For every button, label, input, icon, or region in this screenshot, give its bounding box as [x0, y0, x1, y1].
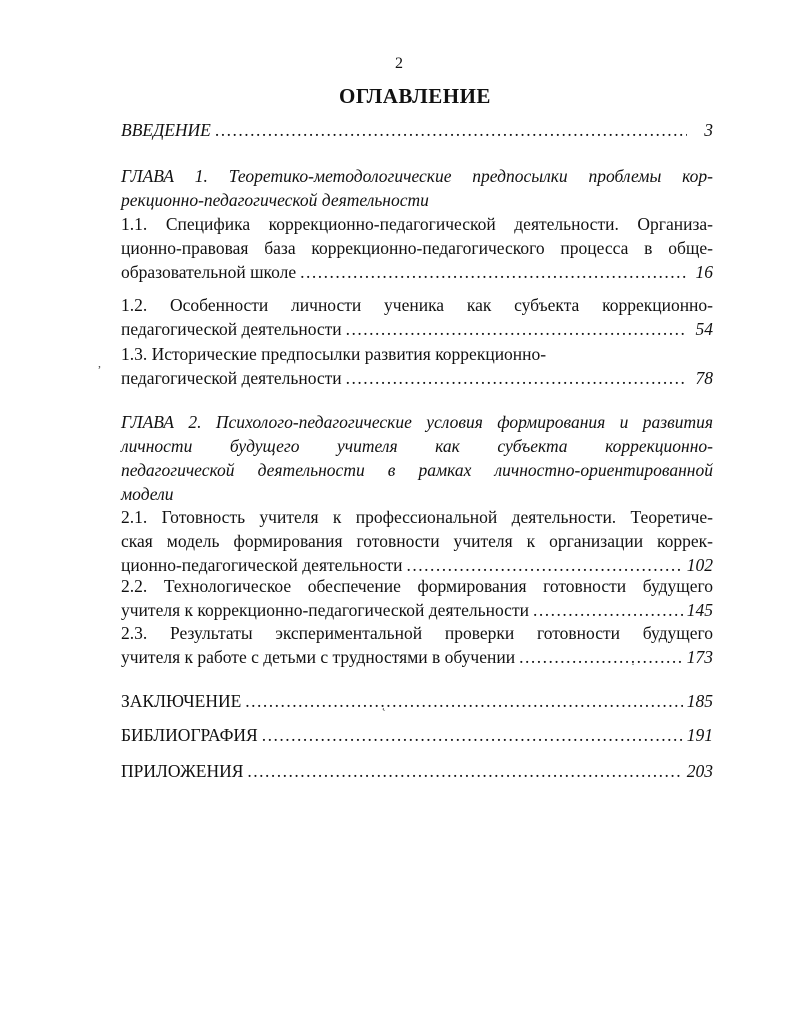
chapter-2-line-3: педагогической деятельности в рамках личностно-ориентированной	[121, 460, 713, 480]
leader-dots	[533, 598, 683, 622]
chapter-2-heading	[121, 410, 713, 506]
scan-speck: ˛	[382, 697, 386, 711]
page-title: ОГЛАВЛЕНИЕ	[339, 84, 491, 108]
toc-entry-label: ПРИЛОЖЕНИЯ	[121, 761, 244, 781]
toc-page-number: 78	[695, 368, 713, 388]
toc-page-number: 191	[686, 725, 713, 745]
toc-entry-2-3[interactable]	[121, 621, 713, 669]
toc-entry-line: учителя к коррекционно-педагогической деятельности	[121, 600, 529, 620]
toc-entry-line: образовательной школе	[121, 262, 297, 282]
toc-entry-label: ЗАКЛЮЧЕНИЕ	[121, 691, 242, 711]
toc-page-number: 16	[695, 262, 713, 282]
chapter-1-line-1: ГЛАВА 1. Теоретико-методологические предпосылки проблемы кор-	[121, 166, 713, 186]
toc-entry-line: 1.3. Исторические предпосылки развития коррекционно-	[121, 344, 547, 364]
chapter-2-line-2: личности будущего учителя как субъекта коррекционно-	[121, 436, 713, 456]
toc-page-number: 102	[686, 555, 713, 575]
toc-page-number: 173	[686, 647, 713, 667]
leader-dots	[247, 759, 682, 783]
leader-dots	[262, 723, 683, 747]
toc-entry-2-1[interactable]	[121, 505, 713, 577]
toc-entry-1-3[interactable]	[121, 342, 713, 390]
toc-entry-appendices[interactable]	[121, 759, 713, 783]
leader-dots	[245, 689, 682, 713]
toc-entry-line: 2.2. Технологическое обеспечение формирования готовности будущего	[121, 576, 713, 596]
leader-dots	[215, 118, 687, 142]
toc-page-number: 54	[695, 319, 713, 339]
chapter-2-line-4: модели	[121, 484, 174, 504]
toc-entry-line: 2.1. Готовность учителя к профессиональной деятельности. Теоретиче-	[121, 507, 713, 527]
toc-entry-line: педагогической деятельности	[121, 319, 342, 339]
toc-entry-2-2[interactable]	[121, 574, 713, 622]
toc-entry-line: педагогической деятельности	[121, 368, 342, 388]
chapter-1-heading	[121, 164, 713, 212]
leader-dots	[346, 366, 687, 390]
toc-entry-1-2[interactable]	[121, 293, 713, 341]
page-number: 2	[395, 55, 403, 72]
toc-entry-line: ционно-правовая база коррекционно-педагогического процесса в обще-	[121, 238, 713, 258]
toc-entry-line: 1.2. Особенности личности ученика как субъекта коррекционно-	[121, 295, 713, 315]
scan-speck: ·	[631, 657, 635, 671]
toc-entry-conclusion[interactable]	[121, 689, 713, 713]
toc-page-number: 203	[686, 761, 713, 781]
chapter-1-line-2: рекционно-педагогической деятельности	[121, 190, 429, 210]
toc-entry-line: ционно-педагогической деятельности	[121, 555, 403, 575]
toc-entry-1-1[interactable]	[121, 212, 713, 284]
leader-dots	[519, 645, 683, 669]
chapter-2-line-1: ГЛАВА 2. Психолого-педагогические условия формирования и развития	[121, 412, 713, 432]
toc-entry-label: ВВЕДЕНИЕ	[121, 120, 211, 140]
toc-entry-label: БИБЛИОГРАФИЯ	[121, 725, 258, 745]
toc-page-number: 145	[686, 600, 713, 620]
toc-entry-bibliography[interactable]	[121, 723, 713, 747]
toc-entry-line: учителя к работе с детьми с трудностями в обучении	[121, 647, 516, 667]
leader-dots	[346, 317, 687, 341]
scan-speck: ,	[98, 356, 101, 370]
leader-dots	[300, 260, 687, 284]
toc-entry-line: 1.1. Специфика коррекционно-педагогической деятельности. Организа-	[121, 214, 713, 234]
toc-entry-line: 2.3. Результаты экспериментальной проверки готовности будущего	[121, 623, 713, 643]
toc-page-number: 185	[686, 691, 713, 711]
toc-page-number: 3	[704, 120, 713, 140]
toc-entry-line: ская модель формирования готовности учителя к организации коррек-	[121, 531, 713, 551]
toc-entry-intro[interactable]	[121, 118, 713, 142]
